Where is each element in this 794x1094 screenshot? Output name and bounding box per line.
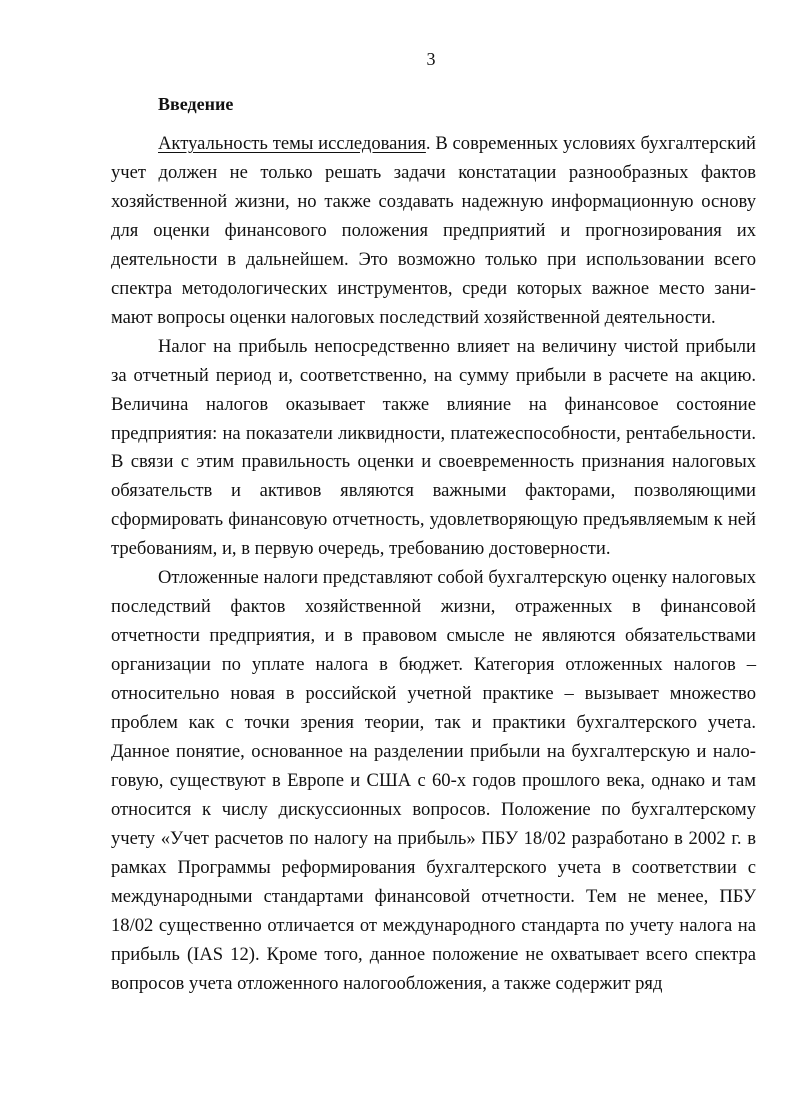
paragraph-profit-tax bbox=[111, 333, 756, 565]
paragraph-relevance bbox=[111, 130, 756, 333]
paragraph-text: Налог на прибыль непосредственно влияет на величину чистой прибыли за отчетный период и, соответственно, на сумму прибыли в расчете на акцию. Величина налогов оказывает также влияние на финансовое состояние предприятия: на показатели ликвидности, платежеспособности, рентабельности. В связи с этим правильность оценки и своевременность признания налоговых обязательств и активов являются важными факторами, позволяющими сформировать финансовую отчетность, удовлетворяющую предъявляемым к ней требованиям, и, в первую очередь, требованию достоверности. bbox=[111, 335, 756, 560]
page-number: 3 bbox=[426, 49, 436, 69]
paragraph-text: Отложенные налоги представляют собой бухгалтерскую оценку налоговых последствий фактов хозяйственной жизни, отраженных в финансовой отчетности предприятия, и в правовом смысле не являются обязательствами организации по уплате налога в бюджет. Категория отложенных налогов – относительно новая в российской учетной практике – вызывает множество проблем как с точки зрения теории, так и практики бухгалтерского учета. Данное понятие, основанное на разделении прибыли на бухгалтерскую и налоговую, существуют в Европе и США с 60-х годов прошлого века, однако и там относится к числу дискуссионных вопросов. Положение по бухгалтерскому учету «Учет расчетов по налогу на прибыль» ПБУ 18/02 разработано в 2002 г. в рамках Программы реформирования бухгалтерского учета в соответствии с международными стандартами финансовой отчетности. Тем не менее, ПБУ 18/02 существенно отличается от международного стандарта по учету налога на прибыль (IAS 12). Кроме того, данное положение не охватывает всего спектра вопросов учета отложенного налогообложения, а также содержит ряд bbox=[111, 567, 756, 994]
section-heading: Введение bbox=[158, 94, 234, 114]
body-text bbox=[111, 130, 756, 999]
paragraph-text: . В современных условиях бухгалтерский учет должен не только решать задачи констатации разнообразных фактов хозяйственной жизни, но также создавать надежную информационную основу для оценки финансового положения предприятий и прогнозирования их деятельности в дальнейшем. Это возможно только при использовании всего спектра методологических инструментов, среди которых важное место занимают вопросы оценки налоговых последствий хозяйственной деятельности. bbox=[111, 133, 756, 328]
relevance-lead-phrase: Актуальность темы исследования bbox=[158, 133, 426, 154]
paragraph-deferred-taxes bbox=[111, 564, 756, 998]
